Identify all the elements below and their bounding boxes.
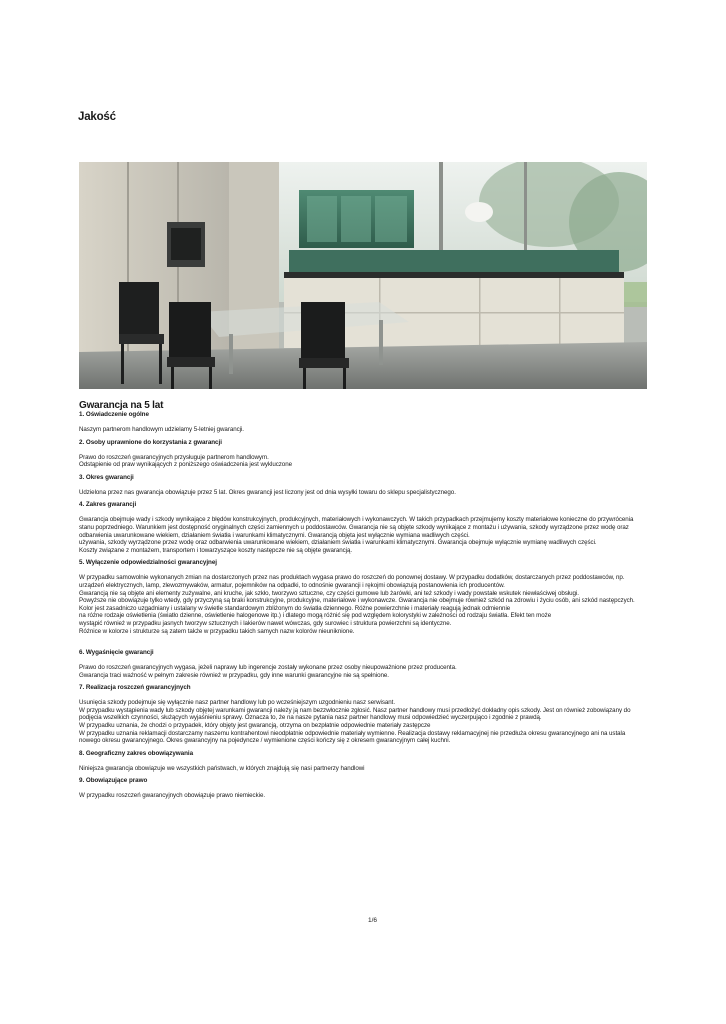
- paragraph: Gwarancją nie są objęte ani elementy zużywalne, ani kruche, jak szkło, tworzywo sztuczne, czy części gumowe lub żarówki, ani też szkody i wady powstałe wskutek niewłaściwej obsługi.: [79, 589, 579, 597]
- section-body: [79, 454, 647, 469]
- section-body: [79, 426, 647, 434]
- page-title: Jakość: [78, 111, 116, 123]
- section-body: [79, 664, 647, 679]
- paragraph: Odstąpienie od praw wynikających z poniższego oświadczenia jest wykluczone: [79, 461, 292, 469]
- section-body: [79, 574, 647, 635]
- paragraph: W przypadku wystąpienia wady lub szkody objętej warunkami gwarancji należy ją nam bezzwłocznie zgłosić. Nasz partner handlowy musi przedłożyć dokładny opis szkody. Jest on również zobowiązany do podjęcia wszelkich czynności, służących wyjaśnieniu sprawy. Oznacza to, że na nasze pytania nasz partner handlowy musi odpowiedzieć wyczerpująco i zgodnie z prawdą.: [79, 706, 631, 722]
- section-heading: 7. Realizacja roszczeń gwarancyjnych: [79, 684, 191, 692]
- section-body: [79, 489, 647, 497]
- paragraph: W przypadku uznania reklamacji dostarczamy naszemu kontrahentowi nieodpłatnie odpowiednie materiały wymienne. Realizacja dostawy reklamacyjnej nie przedłuża okresu gwarancyjnego ani na ustala nowego okresu gwarancyjnego. Okres gwarancyjny na pojedyncze / wymienione części kończy się z okresem gwarancyjnym całej kuchni.: [79, 729, 626, 745]
- section-heading: 8. Geograficzny zakres obowiązywania: [79, 749, 194, 757]
- paragraph: Koszty związane z montażem, transportem i towarzyszące koszty następcze nie są objęte gwarancją.: [79, 546, 353, 554]
- paragraph: na różne rodzaje oświetlenia (światło dzienne, oświetlenie halogenowe itp.) i dlatego mogą różnić się pod względem kolorystyki w zależności od rodzaju światła. Efekt ten może: [79, 612, 552, 620]
- section-body: [79, 699, 647, 745]
- paragraph: Gwarancja obejmuje wady i szkody wynikające z błędów konstrukcyjnych, produkcyjnych, materiałowych i wykonawczych. W takich przypadkach przejmujemy koszty materiałowe konieczne do przywrócenia stanu poprzedniego. Warunkiem jest dostępność oryginalnych części zamiennych u poddostawców. Gwarancja nie są objęte szkody wynikające z montażu i używania, szkody wyrządzone przez wodę oraz odbarwienia uwarunkowane wiekiem, działaniem światła i warunkami klimatycznymi. Gwarancją objęta jest wyłącznie wymiana wadliwych części.: [79, 516, 634, 539]
- paragraph: Udzielona przez nas gwarancja obowiązuje przez 5 lat. Okres gwarancji jest liczony jest od dnia wysyłki towaru do sklepu specjalistycznego.: [79, 488, 456, 496]
- paragraph: Prawo do roszczeń gwarancyjnych wygasa, jeżeli naprawy lub ingerencje zostały wykonane przez osoby nieupoważnione przez producenta.: [79, 664, 457, 672]
- paragraph: W przypadku roszczeń gwarancyjnych obowiązuje prawo niemieckie.: [79, 792, 265, 800]
- paragraph: W przypadku samowolnie wykonanych zmian na dostarczonych przez nas produktach wygasa prawo do roszczeń do ponownej dostawy. W przypadku dodatków, dostarczanych przez poddostawców, np. urządzeń elektrycznych, lamp, zlewozmywaków, armatur, pojemników na odpadki, to odnośnie gwarancji i rękojmi obowiązują postanowienia ich producentów.: [79, 574, 625, 589]
- section-heading: 4. Zakres gwarancji: [79, 501, 137, 509]
- section-heading: 1. Oświadczenie ogólne: [79, 411, 149, 418]
- section-heading: 2. Osoby uprawnione do korzystania z gwarancji: [79, 438, 222, 446]
- page-number: 1/6: [368, 917, 378, 924]
- section-heading: 3. Okres gwarancji: [79, 473, 134, 481]
- paragraph: Gwarancja traci ważność w pełnym zakresie również w przypadku, gdy inne warunki gwarancyjne nie są spełnione.: [79, 671, 389, 679]
- paragraph: Usunięcia szkody podejmuje się wyłącznie nasz partner handlowy lub po wcześniejszym uzgodnieniu nasz serwisant.: [79, 699, 396, 707]
- warranty-content: [79, 400, 647, 805]
- section-heading: 5. Wyłączenie odpowiedzialności gwarancyjnej: [79, 559, 218, 567]
- kitchen-photo: [79, 162, 647, 389]
- paragraph: Niniejsza gwarancja obowiązuje we wszystkich państwach, w których znajdują się nasi partnerzy handlowi: [79, 764, 365, 772]
- warranty-heading: Gwarancja na 5 lat: [79, 400, 164, 411]
- paragraph: używania, szkody wyrządzone przez wodę oraz odbarwienia uwarunkowane wiekiem, działaniem światła i warunkami klimatycznymi. Gwarancja obejmuje wyłącznie wymianę wadliwych części.: [79, 539, 597, 547]
- paragraph: wystąpić również w przypadku jasnych tworzyw sztucznych i lakierów nawet wówczas, gdy surowiec i struktura powierzchni są identyczne.: [79, 619, 452, 627]
- paragraph: Naszym partnerom handlowym udzielamy 5-letniej gwarancji.: [79, 426, 244, 433]
- section-heading: 6. Wygaśnięcie gwarancji: [79, 649, 154, 657]
- section-body: [79, 792, 647, 800]
- paragraph: Powyższe nie obowiązuje tylko wtedy, gdy przyczyną są braki konstrukcyjne, produkcyjne, materiałowe i wykonawcze. Gwarancja nie obejmuje również szkód na zdrowiu i życiu osób, ani szkód następczych. Kolor jest zasadniczo uzgadniany i ustalany w świetle standardowym zbliżonym do światła dziennego. Różne powierzchnie i materiały reagują jednak odmiennie: [79, 597, 635, 612]
- paragraph: Różnice w kolorze i strukturze są zatem także w przypadku takich samych nazw kolorów nieuniknione.: [79, 627, 355, 635]
- paragraph: Prawo do roszczeń gwarancyjnych przysługuje partnerom handlowym.: [79, 453, 269, 461]
- paragraph: W przypadku uznania, że chodzi o przypadek, który objęty jest gwarancją, otrzyma on bezpłatnie odpowiednie materiały zastępcze: [79, 722, 431, 730]
- section-body: [79, 765, 647, 773]
- section-body: [79, 516, 647, 554]
- section-heading: 9. Obowiązujące prawo: [79, 777, 148, 785]
